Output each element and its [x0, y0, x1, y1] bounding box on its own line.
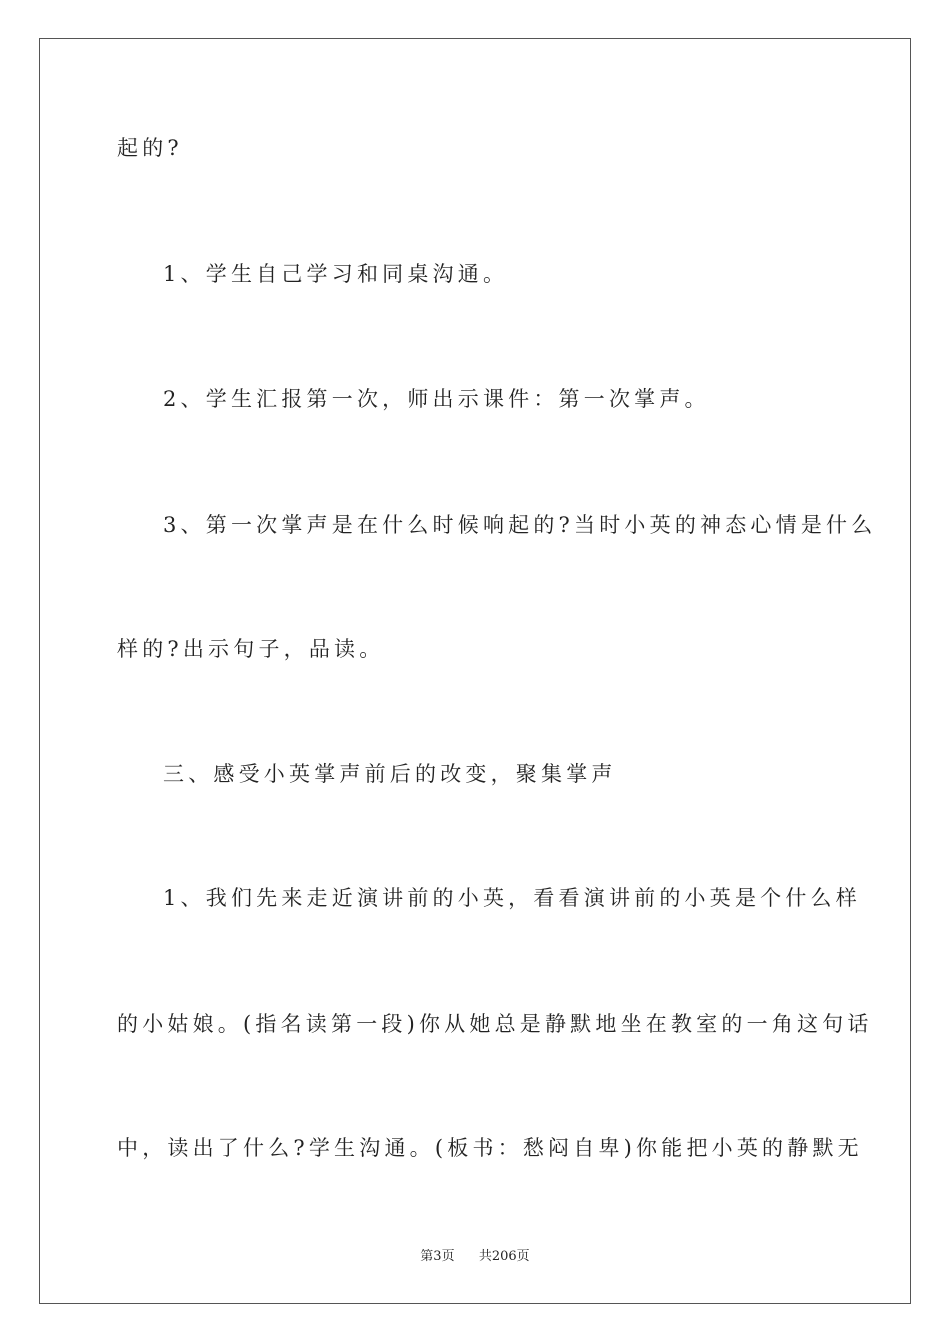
page-number: 第3页 — [420, 1249, 455, 1264]
text-line-5: 样的?出示句子，品读。 — [117, 637, 385, 661]
page-footer — [0, 1248, 950, 1266]
text-line-1: 起的? — [117, 136, 183, 160]
text-line-6: 三、感受小英掌声前后的改变，聚集掌声 — [163, 762, 617, 786]
page-border — [39, 38, 911, 1304]
text-line-2: 1、学生自己学习和同桌沟通。 — [163, 262, 509, 286]
total-pages: 共206页 — [478, 1249, 530, 1264]
text-line-7: 1、我们先来走近演讲前的小英，看看演讲前的小英是个什么样 — [163, 886, 861, 910]
text-line-8: 的小姑娘。(指名读第一段)你从她总是静默地坐在教室的一角这句话 — [117, 1012, 873, 1036]
text-line-4: 3、第一次掌声是在什么时候响起的?当时小英的神态心情是什么 — [163, 513, 877, 537]
text-line-9: 中，读出了什么?学生沟通。(板书：愁闷自卑)你能把小英的静默无 — [117, 1136, 863, 1160]
text-line-3: 2、学生汇报第一次，师出示课件：第一次掌声。 — [163, 387, 710, 411]
